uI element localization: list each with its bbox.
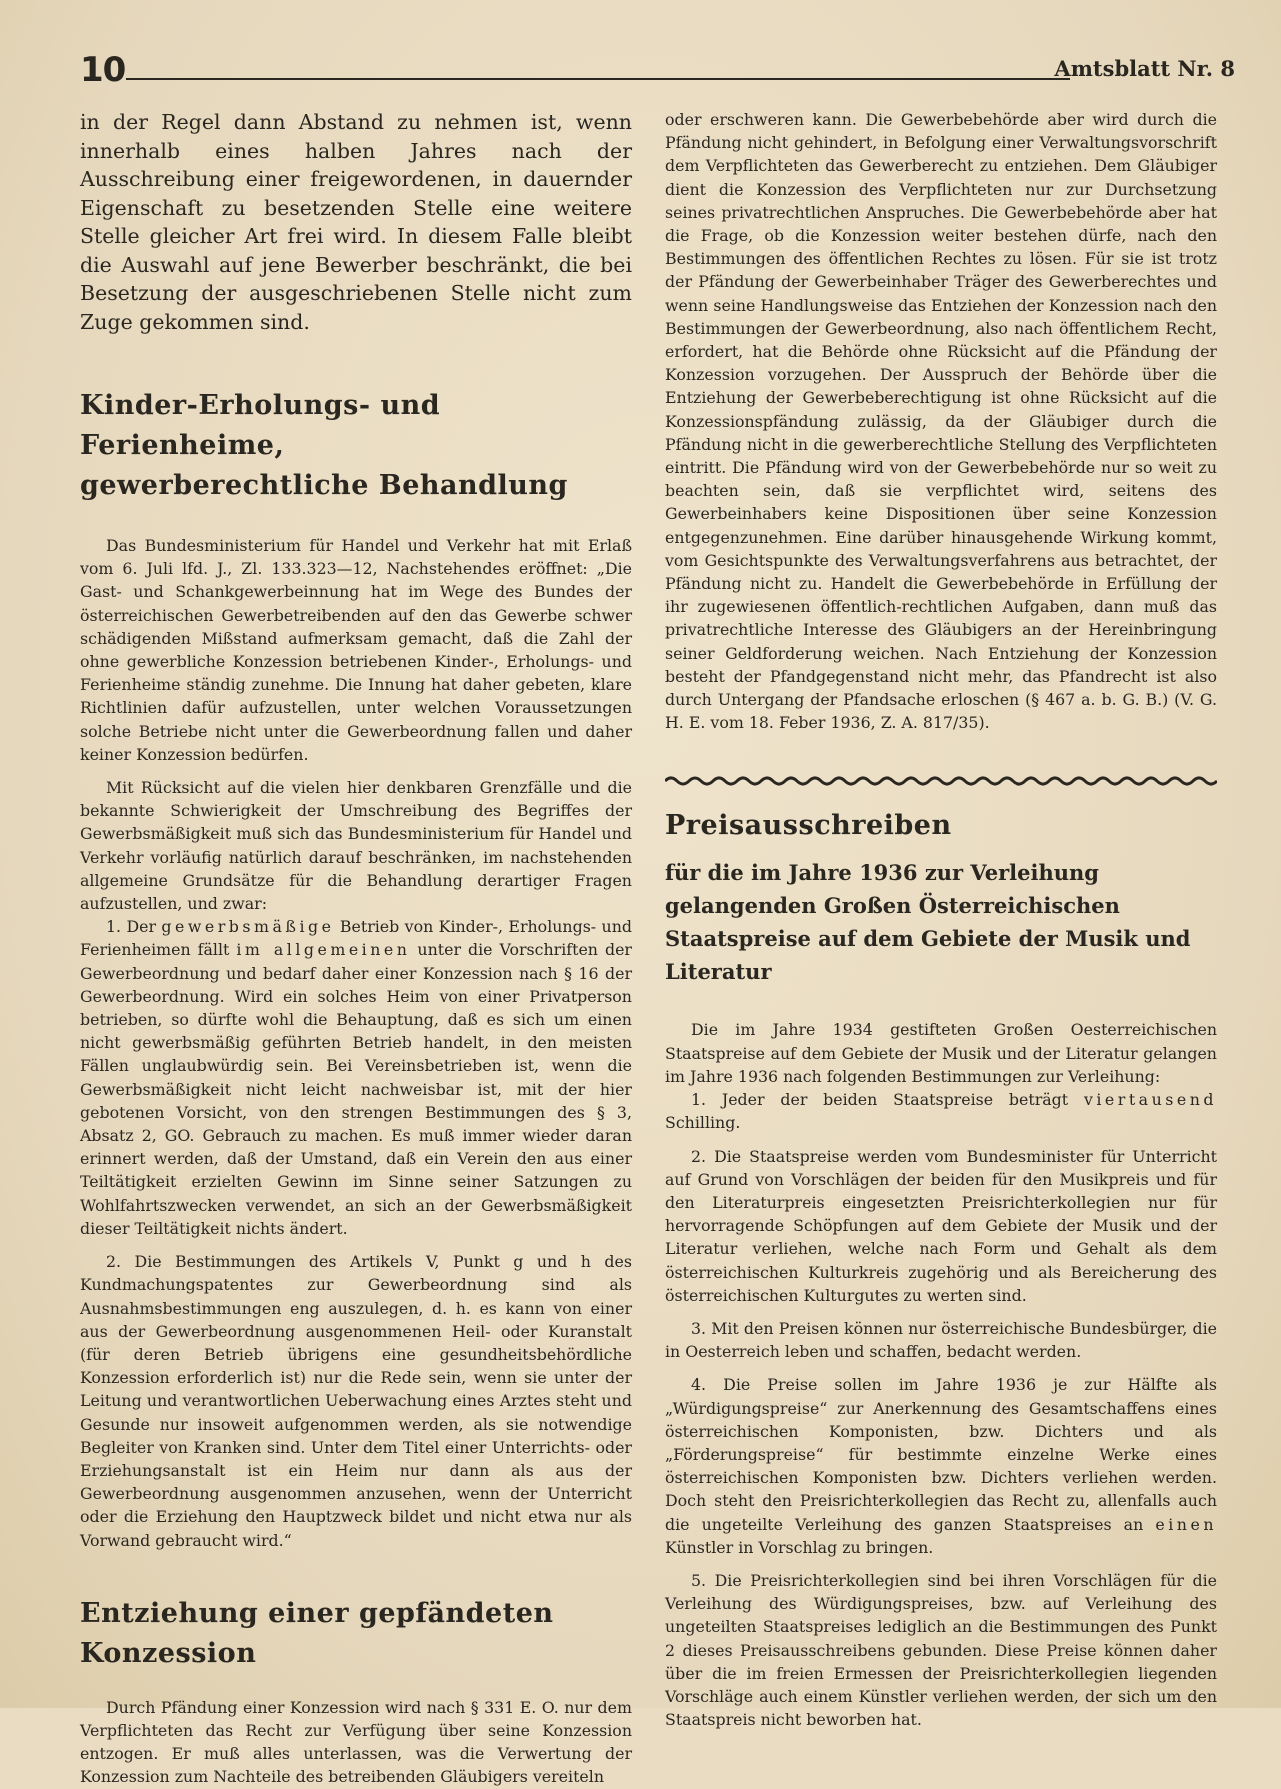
rule-3-paragraph: 3. Mit den Preisen können nur österreichische Bundesbürger, die in Oesterreich leben und schaffen, bedacht werden. [665,1318,1217,1362]
rule-1-text-a: 1. Jeder der beiden Staatspreise beträgt [691,1090,1084,1110]
pfaendung-continued-paragraph: oder erschweren kann. Die Gewerbebehörde aber wird durch die Pfändung nicht gehindert, in Befolgung einer Verwaltungsvorschrift dem Verpflichteten das Gewerberecht zu entziehen. Dem Gläubiger dient die Konzession des Verpflichteten nur zur Durchsetzung seines privatrechtlichen Anspruches. Die Gewerbebehörde aber hat die Frage, ob die Konzession weiter bestehen dürfe, nach den Bestimmungen des öffentlichen Rechtes zu lösen. Für sie ist trotz der Pfändung der Gewerbeinhaber Träger des Gewerberechtes und wenn seine Handlungsweise das Entziehen der Konzession nach den Bestimmungen der Gewerbeordnung, also nach öffentlichem Recht, erfordert, hat die Behörde ohne Rücksicht auf die Pfändung der Konzession vorzugehen. Der Ausspruch der Behörde über die Entziehung der Gewerbeberechtigung ist ohne Rücksicht auf die Konzessionspfändung zulässig, da der Gläubiger durch die Pfändung nicht in die gewerberechtliche Stellung des Verpflichteten eintritt. Die Pfändung wird von der Gewerbebehörde nur so weit zu beachten sein, daß sie verpflichtet wird, seitens des Gewerbeinhabers keine Dispositionen über seine Konzession entgegenzunehmen. Eine darüber hinausgehende Wirkung kommt, vom Gesichtspunkte des Verwaltungsverfahrens aus betrachtet, der Pfändung nicht zu. Handelt die Gewerbebehörde in Erfüllung der ihr zugewiesenen öffentlich-rechtlichen Aufgaben, dann muß das privatrechtliche Interesse des Gläubigers an der Hereinbringung seiner Geldforderung weichen. Nach Entziehung der Konzession besteht der Pfandgegenstand nicht mehr, das Pfandrecht ist also durch Untergang der Pfandsache erloschen (§ 467 a. b. G. B.) (V. G. H. E. vom 18. Feber 1936, Z. A. 817/35). [665,110,1217,733]
point-2-paragraph: 2. Die Bestimmungen des Artikels V, Punkt g und h des Kundmachungspatentes zur Gewerbeordnung sind als Ausnahmsbestimmungen eng auszulegen, d. h. es kann von einer aus der Gewerbeordnung ausgenommenen Heil- oder Kuranstalt (für deren Betrieb übrigens eine gesundheitsbehördliche Konzession erforderlich ist) nur die Rede sein, wenn sie unter der Leitung und verantwortlichen Ueberwachung eines Arztes steht und Gesunde nur insoweit aufgenommen werden, als sie notwendige Begleiter von Kranken sind. Unter dem Titel einer Unterrichts- oder Erziehungsanstalt ist ein Heim nur dann als aus der Gewerbeordnung ausgenommen anzusehen, wenn der Unterricht oder die Erziehung den Hauptzweck bildet und nicht etwa nur als Vorwand gebraucht wird.“ [80,1252,632,1550]
point-1-paragraph [80,915,632,1240]
heading-entziehung: Entziehung einer gepfändeten Konzession [80,1597,554,1669]
heading-preisausschreiben: Preisausschreiben [665,810,952,842]
point-1-text-c: Betrieb von Kinder-, Erholungs- und Ferienheimen fällt [80,917,632,960]
publication-title: Amtsblatt Nr. 8 [1054,56,1235,81]
rule-4-paragraph [665,1373,1217,1559]
rule-2-paragraph: 2. Die Staatspreise werden vom Bundesminister für Unterricht auf Grund von Vorschlägen der beiden für den Musikpreis und für den Literaturpreis eingesetzten Preisrichterkollegien nur für hervorragende Schöpfungen auf dem Gebiete der Musik und der Literatur verliehen, welche nach Form und Gehalt als dem österreichischen Kulturkreis zugehörig und als Bereicherung des österreichischen Kulturgutes zu werten sind. [665,1146,1217,1305]
rule-5-paragraph: 5. Die Preisrichterkollegien sind bei ihren Vorschlägen für die Verleihung des Würdigungspreises, bzw. auf Verleihung des ungeteilten Staatspreises lediglich an die Bestimmungen des Punkt 2 dieses Preisausschreibens gebunden. Diese Preise können daher über die im freien Ermessen der Preisrichterkollegien liegenden Vorschläge auch einem Künstler verliehen werden, der sich um den Staatspreis nicht beworben hat. [665,1570,1217,1730]
heading-kinderheime-line1: Kinder-Erholungs- und Ferienheime, [80,390,441,461]
rule-1-text-c: Schilling. [665,1113,741,1133]
point-1-spaced-b: im allgemeinen [236,940,411,960]
wavy-divider [665,774,1217,788]
page-header [80,50,1235,94]
point-1-spaced-a: gewerbsmäßige [161,917,335,937]
header-rule [126,78,1070,80]
ruecksicht-paragraph: Mit Rücksicht auf die vielen hier denkbaren Grenzfälle und die bekannte Schwierigkeit der Umschreibung des Begriffes der Gewerbsmäßigkeit muß sich das Bundesministerium für Handel und Verkehr vorläufig natürlich darauf beschränken, im nachstehenden allgemeine Grundsätze für die Behandlung derartiger Fragen aufzustellen, und zwar: [80,778,632,914]
pfaendung-paragraph: Durch Pfändung einer Konzession wird nach § 331 E. O. nur dem Verpflichteten das Recht zur Verfügung über seine Konzession entzogen. Er muß alles unterlassen, was die Verwertung der Konzession zum Nachteile des betreibenden Gläubigers vereiteln [80,1697,632,1787]
left-column [80,108,632,1789]
rule-4-spaced: einen [1155,1514,1217,1534]
erlass-paragraph: Das Bundesministerium für Handel und Verkehr hat mit Erlaß vom 6. Juli lfd. J., Zl. 133.323—12, Nachstehendes eröffnet: „Die Gast- und Schankgewerbeinnung hat im Wege des Bundes der österreichischen Gewerbetreibenden auf den das Gewerbe schwer schädigenden Mißstand aufmerksam gemacht, daß die Zahl der ohne gewerbliche Konzession betriebenen Kinder-, Erholungs- und Ferienheime ständig zunehme. Die Innung hat daher gebeten, klare Richtlinien dafür aufzustellen, unter welchen Voraussetzungen solche Betriebe nicht unter die Gewerbeordnung fallen und daher keiner Konzession bedürfen. [80,536,632,764]
rule-4-text-c: Künstler in Vorschlag zu bringen. [665,1537,934,1557]
subheading-staatspreise: für die im Jahre 1936 zur Verleihung gelangenden Großen Österreichischen Staatspreise auf dem Gebiete der Musik und Literatur [665,860,1191,985]
right-column [665,108,1217,1731]
point-1-text-e: unter die Vorschriften der Gewerbeordnung und bedarf daher einer Konzession nach § 16 der Gewerbeordnung. Wird ein solches Heim von einer Privatperson betrieben, so dürfte wohl die Behauptung, daß es sich um einen nicht gewerbsmäßig geführten Betrieb handelt, in den meisten Fällen unglaubwürdig sein. Bei Vereinsbetrieben ist, wenn die Gewerbsmäßigkeit nicht leicht nachweisbar ist, mit der hier gebotenen Vorsicht, von den strengen Bestimmungen des § 3, Absatz 2, GO. Gebrauch zu machen. Es muß immer wieder daran erinnert werden, daß der Umstand, daß ein Verein den aus einer Teiltätigkeit erzielten Gewinn im Sinne seiner Satzungen zu Wohlfahrtszwecken verwendet, an sich an der Gewerbsmäßigkeit dieser Teiltätigkeit nichts ändert. [80,940,632,1238]
page-number: 10 [80,50,126,90]
heading-kinderheime-line2: gewerberechtliche Behandlung [80,470,568,501]
heading-kinderheime [80,386,632,506]
rule-4-text-a: 4. Die Preise sollen im Jahre 1936 je zur Hälfte als „Würdigungspreise“ zur Anerkennung des Gesamtschaffens eines österreichischen Komponisten, bzw. Dichters und als „Förderungspreise“ für bestimmte einzelne Werke eines österreichischen Komponisten bzw. Dichters verliehen werden. Doch steht den Preisrichterkollegien das Recht zu, allenfalls auch die ungeteilte Verleihung des ganzen Staatspreises an [665,1375,1217,1534]
intro-paragraph: in der Regel dann Abstand zu nehmen ist, wenn innerhalb eines halben Jahres nach der Ausschreibung einer freigewordenen, in dauernder Eigenschaft zu besetzenden Stelle eine weitere Stelle gleicher Art frei wird. In diesem Falle bleibt die Auswahl auf jene Bewerber beschränkt, die bei Besetzung der ausgeschriebenen Stelle nicht zum Zuge gekommen sind. [80,110,632,334]
point-1-text-a: 1. Der [106,917,162,937]
stiftung-paragraph: Die im Jahre 1934 gestifteten Großen Oesterreichischen Staatspreise auf dem Gebiete der Musik und der Literatur gelangen im Jahre 1936 nach folgenden Bestimmungen zur Verleihung: [665,1020,1217,1086]
rule-1-paragraph [665,1088,1217,1134]
rule-1-spaced: viertausend [1083,1090,1217,1110]
